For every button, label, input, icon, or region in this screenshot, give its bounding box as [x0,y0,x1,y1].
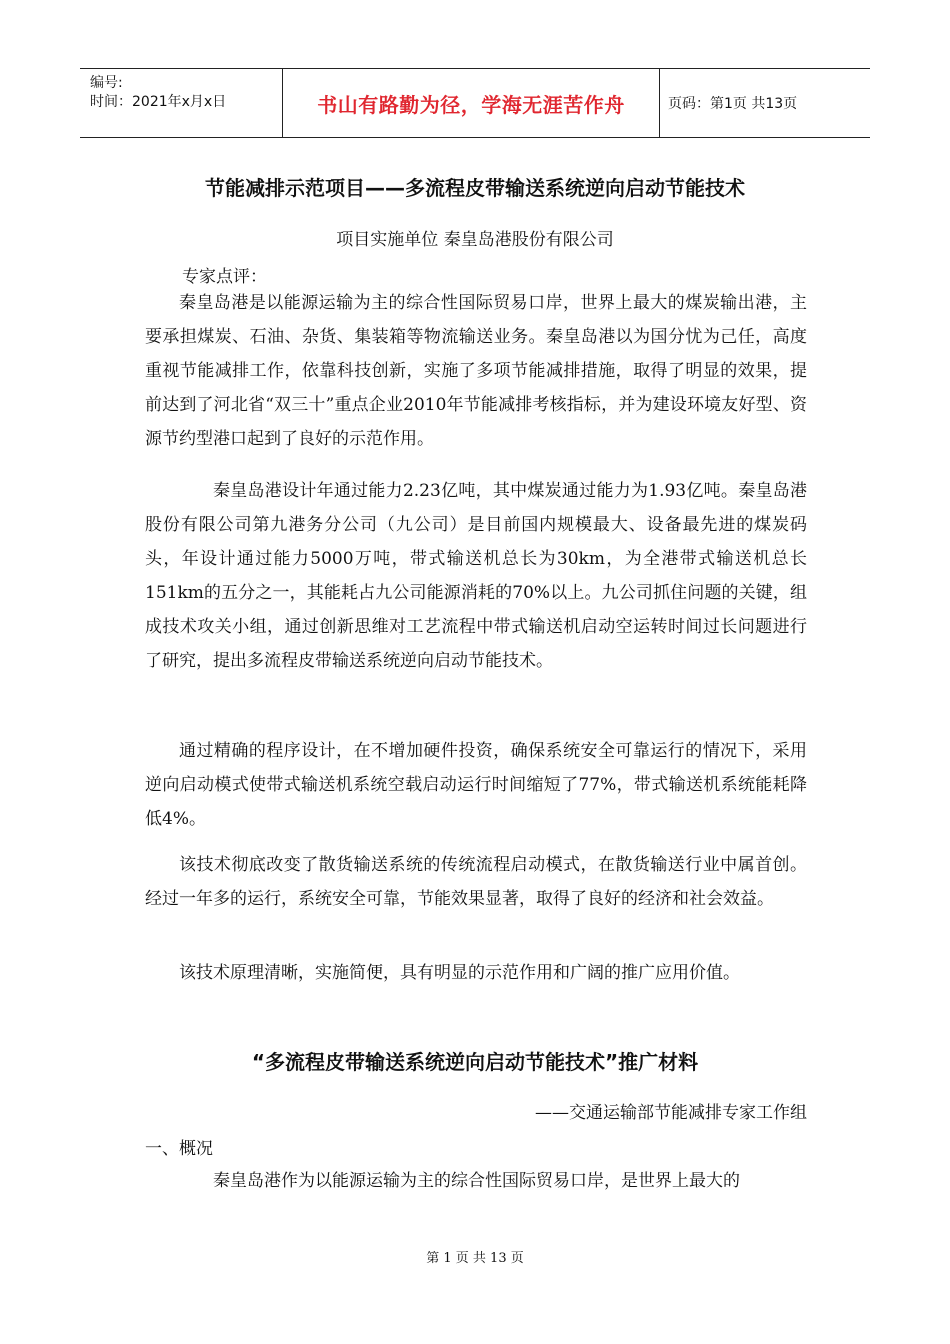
document-header-table [80,68,870,138]
implementing-unit: 项目实施单位 秦皇岛港股份有限公司 [336,230,614,250]
paragraph-3: 通过精确的程序设计，在不增加硬件投资，确保系统安全可靠运行的情况下，采用逆向启动模式使带式输送机系统空载启动运行时间缩短了77%，带式输送机系统能耗降低4%。 [145,741,807,829]
paragraph-1: 秦皇岛港是以能源运输为主的综合性国际贸易口岸，世界上最大的煤炭输出港，主要承担煤炭、石油、杂货、集装箱等物流输送业务。秦皇岛港以为国分忧为己任，高度重视节能减排工作，依靠科技创新，实施了多项节能减排措施，取得了明显的效果，提前达到了河北省“双三十”重点企业2010年节能减排考核指标，并为建设环境友好型、资源节约型港口起到了良好的示范作用。 [145,293,807,449]
header-motto: 书山有路勤为径，学海无涯苦作舟 [317,92,625,117]
expert-review-label: 专家点评： [182,267,267,287]
document-number-label: 编号: [90,75,123,91]
header-meta-cell [80,69,282,137]
overview-paragraph: 秦皇岛港作为以能源运输为主的综合性国际贸易口岸，是世界上最大的 [213,1171,740,1191]
section-heading-overview: 一、概况 [145,1139,213,1159]
paragraph-4: 该技术彻底改变了散货输送系统的传统流程启动模式，在散货输送行业中属首创。经过一年多的运行，系统安全可靠，节能效果显著，取得了良好的经济和社会效益。 [145,855,807,909]
author-byline: ——交通运输部节能减排专家工作组 [535,1103,807,1123]
document-time-label: 时间：2021年x月x日 [90,94,227,110]
header-motto-cell [282,69,660,137]
paragraph-5: 该技术原理清晰，实施简便，具有明显的示范作用和广阔的推广应用价值。 [179,963,740,983]
promotion-material-title: “多流程皮带输送系统逆向启动节能技术”推广材料 [251,1050,699,1074]
header-page-info: 页码：第1页 共13页 [668,96,798,112]
paragraph-2: 秦皇岛港设计年通过能力2.23亿吨，其中煤炭通过能力为1.93亿吨。秦皇岛港股份有限公司第九港务分公司（九公司）是目前国内规模最大、设备最先进的煤炭码头，年设计通过能力5000万吨，带式输送机总长为30km，为全港带式输送机总长151km的五分之一，其能耗占九公司能源消耗的70%以上。九公司抓住问题的关键，组成技术攻关小组，通过创新思维对工艺流程中带式输送机启动空运转时间过长问题进行了研究，提出多流程皮带输送系统逆向启动节能技术。 [145,481,807,671]
page-footer: 第 1 页 共 13 页 [426,1251,524,1266]
document-title: 节能减排示范项目——多流程皮带输送系统逆向启动节能技术 [205,176,745,200]
